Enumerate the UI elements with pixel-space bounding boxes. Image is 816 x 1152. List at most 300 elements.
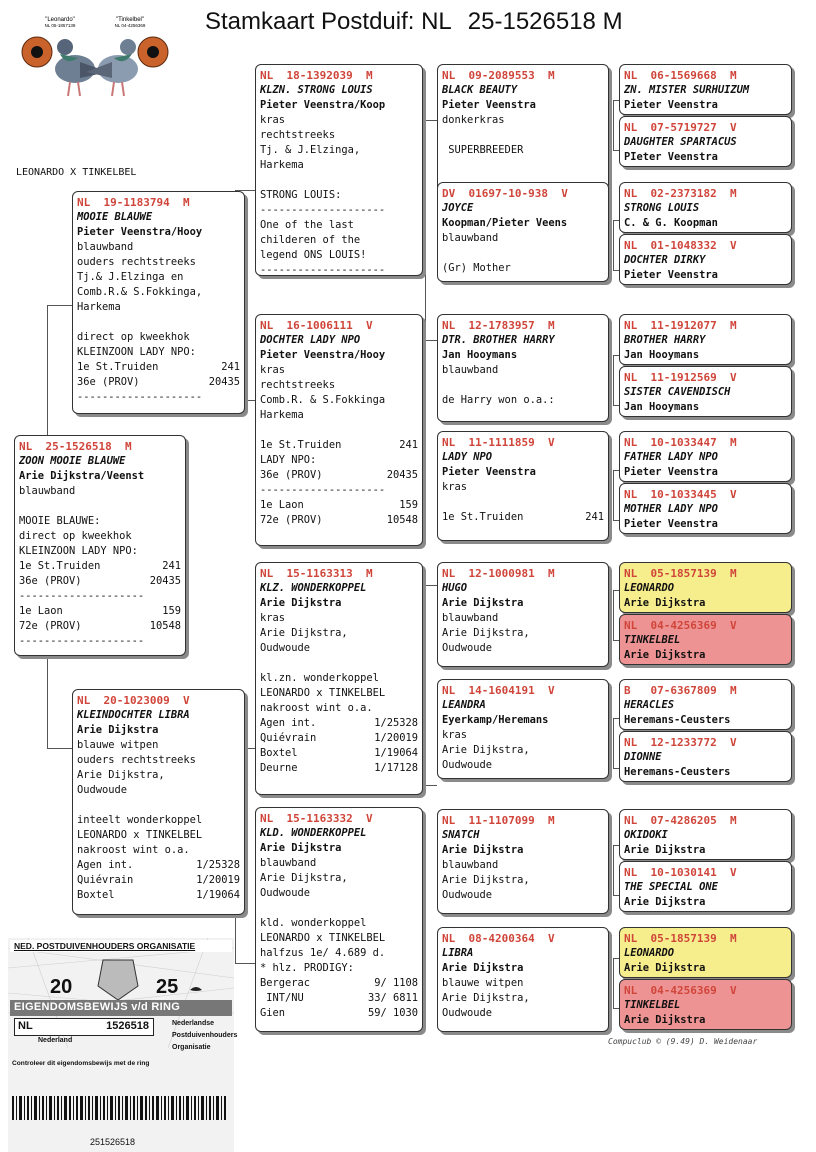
bird-name: BROTHER HARRY (624, 334, 706, 346)
grandparent-card (255, 64, 423, 276)
parents-logo (20, 14, 170, 104)
bird-info-line: Oudwoude (77, 784, 128, 796)
bird-info-line: inteelt wonderkoppel (77, 814, 203, 826)
result-place: 241 (585, 511, 604, 523)
result-row (260, 453, 418, 468)
bird-ring: NL 11-1111859 V (442, 436, 555, 449)
bird-info-line (442, 246, 604, 261)
bird-owner: Arie Dijkstra (624, 597, 706, 609)
ancestor-card (619, 116, 792, 167)
connector-line (47, 658, 48, 748)
bird-name: FATHER LADY NPO (624, 451, 718, 463)
bird-owner: Arie Dijkstra (624, 649, 706, 661)
bird-ring: NL 07-5719727 V (624, 121, 737, 134)
result-place: 1/20019 (374, 732, 418, 744)
bird-owner: Arie Dijkstra (442, 597, 524, 609)
result-row (19, 574, 181, 589)
bird-owner: Pieter Veenstra/Koop (260, 99, 386, 111)
bird-ring: NL 11-1107099 M (442, 814, 555, 827)
bird-owner: Pieter Veenstra (624, 99, 718, 111)
bird-info-line (19, 499, 181, 514)
grandparent-card (255, 807, 423, 1032)
cert-org: NED. POSTDUIVENHOUDERS ORGANISATIE (14, 941, 196, 951)
bird-ring: NL 04-4256369 V (624, 619, 737, 632)
bird-owner: Pieter Veenstra/Hooy (77, 226, 203, 238)
bird-name: HERACLES (624, 699, 675, 711)
connector-line (613, 590, 614, 640)
father-card (72, 191, 245, 414)
bird-owner: Pieter Veenstra (624, 518, 718, 530)
bird-info-line (442, 495, 604, 510)
footer-credit: Compuclub © (9.49) D. Weidenaar (608, 1037, 758, 1046)
bird-name: LADY NPO (442, 451, 493, 463)
connector-line (47, 305, 72, 306)
bird-name: MOTHER LADY NPO (624, 503, 718, 515)
bird-ring: NL 06-1569668 M (624, 69, 737, 82)
bird-divider: -------------------- (77, 391, 203, 403)
cert-year-left: 20 (50, 976, 73, 998)
bird-info-line: * hlz. PRODIGY: (260, 962, 354, 974)
cert-npo-3: Organisatie (172, 1044, 211, 1051)
bird-ring: NL 20-1023009 V (77, 694, 190, 707)
bird-ring: NL 14-1604191 V (442, 684, 555, 697)
bird-ring: B 07-6367809 M (624, 684, 737, 697)
bird-name: KLZ. WONDERKOPPEL (260, 582, 367, 594)
bird-owner: Jan Hooymans (624, 349, 700, 361)
bird-info-line: Oudwoude (442, 642, 493, 654)
cert-country-label: Nederland (38, 1037, 73, 1044)
bird-owner: Arie Dijkstra (624, 896, 706, 908)
bird-ring: NL 07-4286205 M (624, 814, 737, 827)
bird-info-line: kras (442, 729, 468, 741)
result-race: Bergerac (260, 977, 311, 989)
bird-info-line: kras (260, 364, 286, 376)
bird-owner: Pieter Veenstra (442, 466, 536, 478)
result-race: 72e (PROV) (19, 620, 82, 632)
bird-info-line: rechtstreeks (260, 129, 336, 141)
cert-number: 1526518 (106, 1020, 149, 1032)
connector-line (613, 958, 614, 1008)
bird-name: LEANDRA (442, 699, 486, 711)
bird-info-line (260, 423, 418, 438)
result-race: 1e St.Truiden (442, 511, 524, 523)
bird-name: STRONG LOUIS (624, 202, 700, 214)
bird-info-line: de Harry won o.a.: (442, 394, 555, 406)
bird-info-line: Harkema (260, 159, 304, 171)
bird-info-line: blauwband (442, 612, 499, 624)
result-place: 159 (399, 499, 418, 511)
bird-name: DTR. BROTHER HARRY (442, 334, 555, 346)
bird-info-line: Oudwoude (260, 642, 311, 654)
bird-info-line: Comb.R. & S.Fokkinga (260, 394, 386, 406)
ancestor-card (619, 927, 792, 978)
result-row (260, 438, 418, 453)
result-place: 241 (221, 361, 240, 373)
cross-label: LEONARDO X TINKELBEL (16, 167, 137, 178)
bird-owner: Arie Dijkstra (260, 597, 342, 609)
bird-name: KLEINDOCHTER LIBRA (77, 709, 190, 721)
result-place: 1/20019 (196, 874, 240, 886)
ancestor-card (619, 614, 792, 665)
bird-info-line: Oudwoude (260, 887, 311, 899)
bird-name: THE SPECIAL ONE (624, 881, 718, 893)
result-race: Quiévrain (77, 874, 134, 886)
result-row (77, 858, 240, 873)
page-title-ring: 25-1526518 M (467, 8, 623, 35)
result-row (19, 604, 181, 619)
bird-name: LIBRA (442, 947, 474, 959)
bird-owner: Arie Dijkstra (260, 842, 342, 854)
bird-owner: Arie Dijkstra (624, 1014, 706, 1026)
bird-name: LEONARDO (624, 947, 675, 959)
bird-info-line: One of the last (260, 219, 354, 231)
connector-line (425, 120, 426, 340)
bird-info-line: Comb.R.& S.Fokkinga, (77, 286, 203, 298)
result-row (260, 513, 418, 528)
connector-line (613, 100, 614, 150)
cert-ring-field (14, 1018, 154, 1036)
bird-info-line: Oudwoude (442, 759, 493, 771)
bird-info-line: rechtstreeks (260, 379, 336, 391)
bird-info-line: LEONARDO x TINKELBEL (260, 932, 386, 944)
bird-owner: Arie Dijkstra (442, 844, 524, 856)
bird-info-line: blauwe witpen (442, 977, 524, 989)
result-race: 1e Laon (260, 499, 304, 511)
result-race: 1e St.Truiden (260, 439, 342, 451)
bird-info-line: STRONG LOUIS: (260, 189, 342, 201)
bird-owner: Koopman/Pieter Veens (442, 217, 568, 229)
bird-name: HUGO (442, 582, 468, 594)
bird-ring: NL 12-1000981 M (442, 567, 555, 580)
bird-info-line: kras (260, 114, 286, 126)
connector-line (47, 748, 72, 749)
ancestor-card (619, 483, 792, 534)
bird-owner: Pieter Veenstra (624, 269, 718, 281)
result-row (260, 731, 418, 746)
bird-owner: Arie Dijkstra/Veenst (19, 470, 145, 482)
great-grandparent-card (437, 809, 609, 914)
ancestor-card (619, 679, 792, 730)
result-place: 10548 (386, 514, 418, 526)
result-row (260, 498, 418, 513)
result-race: INT/NU (260, 992, 304, 1004)
bird-ring: NL 10-1030141 V (624, 866, 737, 879)
result-race: LADY NPO: (260, 454, 317, 466)
bird-info-line: KLEINZOON LADY NPO: (19, 545, 138, 557)
bird-ring: NL 12-1783957 M (442, 319, 555, 332)
great-grandparent-card (437, 314, 609, 422)
bird-info-line (260, 656, 418, 671)
bird-divider: -------------------- (19, 590, 145, 602)
bird-owner: Jan Hooymans (624, 401, 700, 413)
bird-info-line: Harkema (260, 409, 304, 421)
bird-owner: Eyerkamp/Heremans (442, 714, 549, 726)
bird-info-line: Arie Dijkstra, (442, 992, 530, 1004)
bird-info-line: blauwband (442, 364, 499, 376)
bird-ring: NL 16-1006111 V (260, 319, 373, 332)
page-title: Stamkaart Postduif: NL 25-1526518 M (205, 8, 623, 35)
cert-note: Controleer dit eigendomsbewijs met de ring (12, 1060, 150, 1067)
bird-name: DAUGHTER SPARTACUS (624, 136, 737, 148)
great-grandparent-card (437, 182, 609, 282)
result-place: 1/17128 (374, 762, 418, 774)
bird-ring: NL 01-1048332 V (624, 239, 737, 252)
bird-ring: NL 08-4200364 V (442, 932, 555, 945)
result-race: 36e (PROV) (260, 469, 323, 481)
grandparent-card (255, 562, 423, 795)
bird-name: BLACK BEAUTY (442, 84, 518, 96)
ancestor-card (619, 809, 792, 860)
result-race: 1e Laon (19, 605, 63, 617)
bird-info-line (442, 128, 604, 143)
bird-name: DOCHTER LADY NPO (260, 334, 361, 346)
bird-ring: NL 10-1033445 V (624, 488, 737, 501)
result-place: 20435 (208, 376, 240, 388)
bird-ring: NL 11-1912077 M (624, 319, 737, 332)
bird-info-line: kras (260, 612, 286, 624)
bird-info-line: direct op kweekhok (19, 530, 132, 542)
bird-name: ZOON MOOIE BLAUWE (19, 455, 126, 467)
result-row (442, 510, 604, 525)
result-place: 159 (162, 605, 181, 617)
mother-card (72, 689, 245, 915)
result-row (260, 761, 418, 776)
bird-ring: NL 05-1857139 M (624, 932, 737, 945)
result-row (260, 976, 418, 991)
bird-info-line: KLEINZOON LADY NPO: (77, 346, 196, 358)
result-place: 9/ 1108 (374, 977, 418, 989)
result-place: 20435 (149, 575, 181, 587)
bird-ring: NL 04-4256369 V (624, 984, 737, 997)
bird-owner: Arie Dijkstra (624, 844, 706, 856)
bird-name: KLZN. STRONG LOUIS (260, 84, 373, 96)
bird-owner: Arie Dijkstra (77, 724, 159, 736)
bird-info-line: nakroost wint o.a. (77, 844, 190, 856)
bird-name: TINKELBEL (624, 634, 681, 646)
ownership-certificate (8, 938, 238, 1152)
bird-name: DOCHTER DIRKY (624, 254, 706, 266)
bird-info-line: kld. wonderkoppel (260, 917, 367, 929)
result-race: Boxtel (260, 747, 298, 759)
connector-line (613, 470, 614, 520)
result-row (77, 375, 240, 390)
result-place: 241 (399, 439, 418, 451)
bird-owner: Pieter Veenstra (442, 99, 536, 111)
logo-left-label: "Leonardo" (45, 17, 75, 23)
bird-owner: Heremans-Ceusters (624, 766, 731, 778)
result-race: 1e St.Truiden (19, 560, 101, 572)
logo-right-ring: NL 04-4256369 (114, 23, 146, 28)
subject-card (14, 435, 186, 656)
bird-info-line: kras (442, 481, 468, 493)
result-row (77, 888, 240, 903)
bird-ring: NL 11-1912569 V (624, 371, 737, 384)
result-race: Gien (260, 1007, 286, 1019)
result-place: 1/25328 (374, 717, 418, 729)
result-race: 72e (PROV) (260, 514, 323, 526)
cert-title: EIGENDOMSBEWIJS v/d RING (14, 1001, 181, 1013)
bird-info-line: MOOIE BLAUWE: (19, 515, 101, 527)
bird-info-line (260, 901, 418, 916)
logo-right-label: "Tinkelbel" (115, 17, 145, 23)
great-grandparent-card (437, 679, 609, 779)
connector-line (425, 585, 426, 785)
bird-ring: NL 15-1163313 M (260, 567, 373, 580)
bird-info-line: Tj. & J.Elzinga, (260, 144, 361, 156)
cert-barcode-number: 251526518 (90, 1137, 136, 1147)
bird-info-line: legend ONS LOUIS! (260, 249, 367, 261)
bird-name: TINKELBEL (624, 999, 681, 1011)
bird-info-line: Tj.& J.Elzinga en (77, 271, 184, 283)
cert-npo-1: Nederlandse (172, 1020, 215, 1027)
result-row (260, 468, 418, 483)
bird-name: DIONNE (624, 751, 662, 763)
bird-info-line: kl.zn. wonderkoppel (260, 672, 379, 684)
result-race: Agen int. (77, 859, 134, 871)
bird-name: OKIDOKI (624, 829, 668, 841)
great-grandparent-card (437, 562, 609, 667)
result-place: 1/19064 (374, 747, 418, 759)
bird-info-line: LEONARDO x TINKELBEL (77, 829, 203, 841)
great-grandparent-card (437, 431, 609, 541)
bird-info-line: Arie Dijkstra, (442, 874, 530, 886)
bird-info-line: Arie Dijkstra, (260, 627, 348, 639)
bird-divider: -------------------- (260, 484, 386, 496)
cert-country: NL (18, 1020, 33, 1032)
result-place: 10548 (149, 620, 181, 632)
bird-info-line: Arie Dijkstra, (442, 744, 530, 756)
bird-ring: NL 10-1033447 M (624, 436, 737, 449)
bird-info-line (77, 798, 240, 813)
bird-info-line: ouders rechtstreeks (77, 754, 196, 766)
bird-owner: Jan Hooymans (442, 349, 518, 361)
result-place: 20435 (386, 469, 418, 481)
bird-info-line: donkerkras (442, 114, 505, 126)
bird-info-line: Oudwoude (442, 889, 493, 901)
bird-ring: NL 02-2373182 M (624, 187, 737, 200)
bird-ring: NL 25-1526518 M (19, 440, 132, 453)
bird-name: SISTER CAVENDISCH (624, 386, 731, 398)
bird-ring: NL 15-1163332 V (260, 812, 373, 825)
connector-line (425, 785, 437, 786)
connector-line (613, 355, 614, 405)
bird-name: JOYCE (442, 202, 474, 214)
bird-info-line: blauwband (442, 859, 499, 871)
connector-line (425, 585, 437, 586)
bird-info-line: childeren of the (260, 234, 361, 246)
ancestor-card (619, 64, 792, 115)
bird-info-line: LEONARDO x TINKELBEL (260, 687, 386, 699)
ancestor-card (619, 431, 792, 482)
grandparent-card (255, 314, 423, 546)
bird-info-line: Arie Dijkstra, (77, 769, 165, 781)
connector-line (613, 220, 614, 270)
bird-info-line: -------------------- (260, 264, 386, 276)
result-row (260, 991, 418, 1006)
result-place: 59/ 1030 (367, 1007, 418, 1019)
result-row (260, 716, 418, 731)
bird-info-line: -------------------- (260, 204, 386, 216)
bird-info-line: Arie Dijkstra, (260, 872, 348, 884)
bird-owner: Pieter Veenstra/Hooy (260, 349, 386, 361)
result-race: Deurne (260, 762, 298, 774)
logo-left-ring: NL 05-1857139 (44, 23, 76, 28)
bird-name: MOOIE BLAUWE (77, 211, 153, 223)
bird-info-line: blauwband (260, 857, 317, 869)
connector-line (47, 305, 48, 435)
bird-info-line: SUPERBREEDER (442, 144, 524, 156)
result-place: 33/ 6811 (367, 992, 418, 1004)
bird-info-line (77, 315, 240, 330)
result-row (19, 559, 181, 574)
ancestor-card (619, 182, 792, 233)
bird-name: ZN. MISTER SURHUIZUM (624, 84, 750, 96)
result-race: 36e (PROV) (77, 376, 140, 388)
result-row (77, 360, 240, 375)
bird-info-line: Oudwoude (442, 1007, 493, 1019)
result-race: Agen int. (260, 717, 317, 729)
connector-line (235, 963, 255, 964)
ancestor-card (619, 731, 792, 782)
bird-info-line: Arie Dijkstra, (442, 627, 530, 639)
bird-info-line (442, 378, 604, 393)
result-place: 1/25328 (196, 859, 240, 871)
cert-year-right: 25 (156, 976, 179, 998)
ancestor-card (619, 366, 792, 417)
connector-line (613, 718, 614, 768)
bird-info-line: blauwband (442, 232, 499, 244)
ancestor-card (619, 234, 792, 285)
result-row (19, 619, 181, 634)
bird-info-line (260, 173, 418, 188)
bird-name: SNATCH (442, 829, 480, 841)
bird-name: LEONARDO (624, 582, 675, 594)
bird-info-line: nakroost wint o.a. (260, 702, 373, 714)
ancestor-card (619, 861, 792, 912)
bird-ring: NL 05-1857139 M (624, 567, 737, 580)
bird-owner: Arie Dijkstra (442, 962, 524, 974)
result-place: 241 (162, 560, 181, 572)
bird-owner: C. & G. Koopman (624, 217, 718, 229)
ancestor-card (619, 562, 792, 613)
bird-info-line: halfzus 1e/ 4.689 d. (260, 947, 386, 959)
result-race: Quiévrain (260, 732, 317, 744)
bird-owner: PIeter Veenstra (624, 151, 718, 163)
connector-line (425, 120, 437, 121)
bird-ring: NL 12-1233772 V (624, 736, 737, 749)
bird-info-line: blauwe witpen (77, 739, 159, 751)
result-row (260, 746, 418, 761)
bird-info-line: blauwband (19, 485, 76, 497)
bird-info-line: ouders rechtstreeks (77, 256, 196, 268)
bird-info-line: blauwband (77, 241, 134, 253)
bird-owner: Arie Dijkstra (624, 962, 706, 974)
cert-npo-2: Postduivenhouders (172, 1032, 238, 1039)
bird-ring: DV 01697-10-938 V (442, 187, 568, 200)
result-race: Boxtel (77, 889, 115, 901)
bird-owner: Heremans-Ceusters (624, 714, 731, 726)
result-row (260, 1006, 418, 1021)
ancestor-card (619, 314, 792, 365)
bird-owner: Pieter Veenstra (624, 466, 718, 478)
bird-info-line: (Gr) Mother (442, 262, 511, 274)
bird-ring: NL 19-1183794 M (77, 196, 190, 209)
ancestor-card (619, 979, 792, 1030)
connector-line (613, 845, 614, 895)
result-place: 1/19064 (196, 889, 240, 901)
bird-info-line: Harkema (77, 301, 121, 313)
bird-info-line: direct op kweekhok (77, 331, 190, 343)
